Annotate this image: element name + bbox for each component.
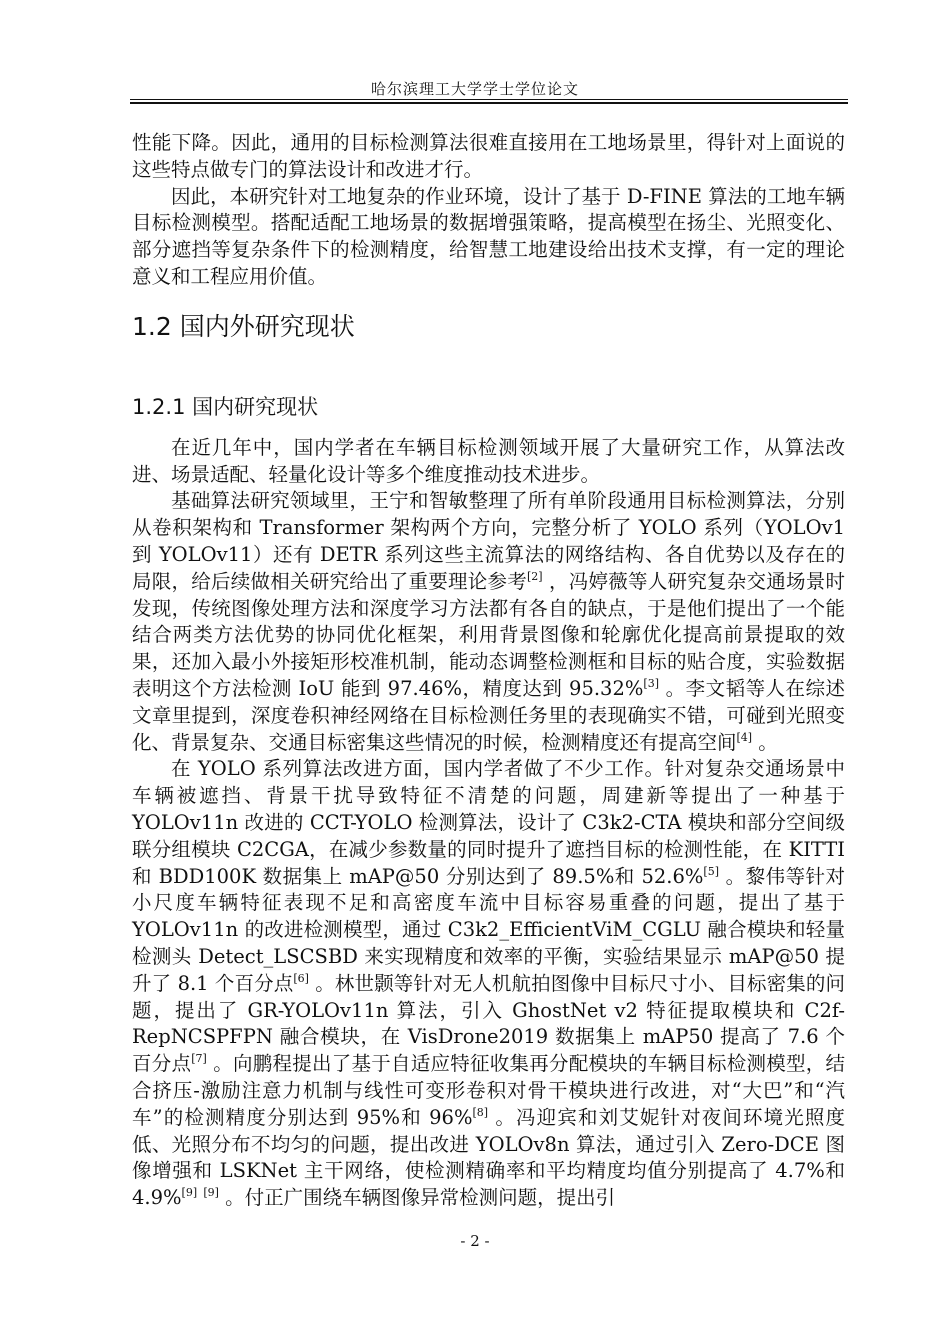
citation-5: [5] xyxy=(703,864,719,878)
citation-8: [8] xyxy=(472,1105,489,1119)
citation-4: [4] xyxy=(736,730,753,744)
paragraph-5-text: C3k2_EfficientViM_CGLU 融合模块和轻量检测头 Detect_LSCSBD 来实现精度和效率的平衡，实验结果显示 mAP@50 提升了 8.1 个百分点 xyxy=(132,918,845,995)
citation-3: [3] xyxy=(643,676,659,690)
paragraph-3: 在近几年中，国内学者在车辆目标检测领域开展了大量研究工作，从算法改进、场景适配、轻量化设计等多个维度推动技术进步。 xyxy=(132,435,845,486)
header-rule-thick xyxy=(130,102,848,104)
paragraph-5-text: 。林世颢等针对无人机航拍图像中目标尺寸小、目标密集的问题，提出了 GR-YOLOv11n 算法，引入 GhostNet v2 特征提取模块和 C2f-RepNCSPFPN 融合模块，在 VisDrone2019 数据集上 mAP50 提高了 7.6 个百分点 xyxy=(132,971,845,1076)
subsection-heading: 1.2.1 国内研究现状 xyxy=(132,394,319,419)
section-heading: 1.2 国内外研究现状 xyxy=(132,311,355,341)
citation-2: [2] xyxy=(526,569,543,583)
running-header: 哈尔滨理工大学学士学位论文 xyxy=(370,80,579,98)
paragraph-4-text: 。 xyxy=(752,730,778,754)
citation-6: [6] xyxy=(293,971,309,985)
paragraph-4-text: ，冯婷薇等人研究复杂交通场景时发现，传统图像处理方法和深度学习方法都有各自的缺点，于是他们提出了一个能结合两类方法优势的协同优化框架，利用背景图像和轮廓优化提高前景提取的效果，还加入最小外接矩形校准机制，能动态调整检测框和目标的贴合度，实验数据表明这个方法检测 IoU 能到 97.46%，精度达到 95.32% xyxy=(132,569,845,700)
paragraph-5-text: 。付正广围绕车辆图像异常检测问题，提出引 xyxy=(218,1186,616,1210)
page-number: - 2 - xyxy=(460,1232,490,1250)
paragraph-2: 因此，本研究针对工地复杂的作业环境，设计了基于 D-FINE 算法的工地车辆目标检测模型。搭配适配工地场景的数据增强策略，提高模型在扬尘、光照变化、部分遮挡等复杂条件下的检测精度，给智慧工地建设给出技术支撑，有一定的理论意义和工程应用价值。 xyxy=(132,184,845,288)
paragraph-4 xyxy=(132,488,845,756)
paragraph-4-text: 。李文韬等人在综述文章里提到，深度卷积神经网络在目标检测任务里的表现确实不错，可碰到光照变化、背景复杂、交通目标密集这些情况的时候，检测精度还有提高空间 xyxy=(132,676,845,754)
paragraph-4-text: 基础算法研究领域里，王宁和智敏整理了所有单阶段通用目标检测算法，分别从卷积架构和 Transformer 架构两个方向，完整分析了 YOLO 系列（YOLOv1 到 YOLOv11）还有 DETR 系列这些主流算法的网络结构、各自优势以及存在的局限，给后续做相关研究给出了重要理论参考 xyxy=(132,489,845,593)
citation-7: [7] xyxy=(191,1052,207,1066)
paragraph-5-text: 。黎伟等针对小尺度车辆特征表现不足和高密度车流中目标容易重叠的问题，提出了基于 YOLOv11n 的改进检测模型，通过 xyxy=(132,864,846,942)
body-text xyxy=(132,130,845,1212)
paragraph-5 xyxy=(132,756,845,1212)
header-rule-thin xyxy=(130,99,848,100)
paragraph-1: 性能下降。因此，通用的目标检测算法很难直接用在工地场景里，得针对上面说的这些特点做专门的算法设计和改进才行。 xyxy=(132,131,845,181)
paragraph-5-text: 在 YOLO 系列算法改进方面，国内学者做了不少工作。针对复杂交通场景中车辆被遮挡、背景干扰导致特征不清楚的问题，周建新等提出了一种基于 YOLOv11n 改进的 CCT-YOLO 检测算法，设计了 C3k2-CTA 模块和部分空间级联分组模块 C2CGA，在减少参数量的同时提升了遮挡目标的检测性能，在 KITTI 和 BDD100K 数据集上 mAP@50 分别达到了 89.5%和 52.6% xyxy=(132,757,845,888)
citation-9: [9] xyxy=(203,1186,219,1200)
citation-9: [9] xyxy=(181,1186,198,1200)
paragraph-5-text: 。冯迎宾和刘艾妮针对夜间环境光照度低、光照分布不均匀的问题，提出改进 YOLOv8n 算法，通过引入 Zero-DCE 图像增强和 LSKNet 主干网络，使检测精确率和平均精度均值分别提高了 4.7%和 4.9% xyxy=(132,1105,845,1210)
paragraph-5-text: 。向鹏程提出了基于自适应特征收集再分配模块的车辆目标检测模型，结合挤压-激励注意力机制与线性可变形卷积对骨干模块进行改进，对“大巴”和“汽车”的检测精度分别达到 95%和 96% xyxy=(132,1052,845,1129)
